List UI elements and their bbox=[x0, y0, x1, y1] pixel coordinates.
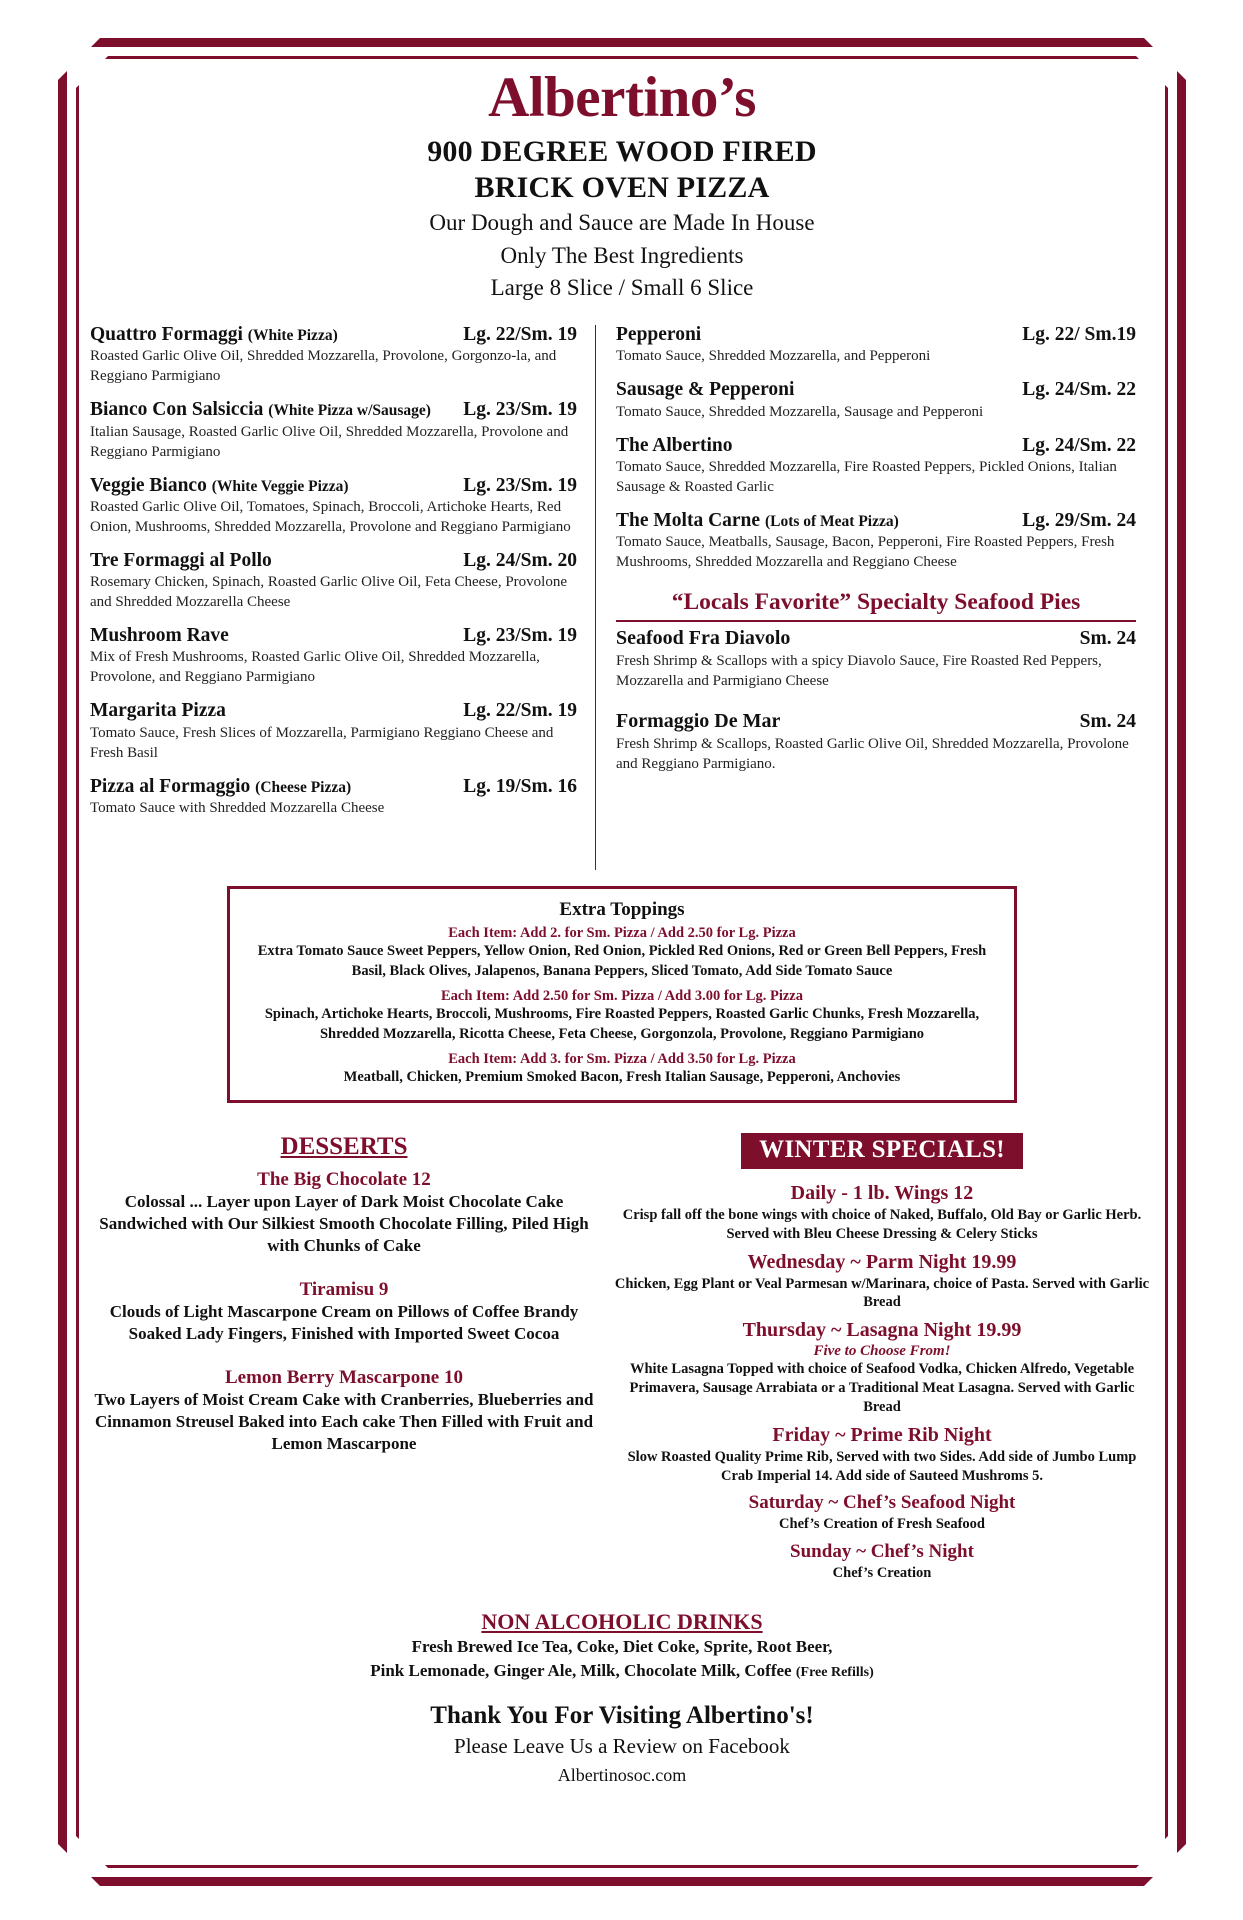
menu-item bbox=[90, 624, 577, 688]
toppings-item-list: Spinach, Artichoke Hearts, Broccoli, Mushrooms, Fire Roasted Peppers, Roasted Garlic Chunks, Fresh Mozzarella, Shredded Mozzarella, Ricotta Cheese, Feta Cheese, Gorgonzola, Provolone, Reggiano Parmigiano bbox=[264, 1006, 980, 1042]
menu-item-price: Lg. 24/Sm. 22 bbox=[1022, 379, 1136, 401]
menu-item-price: Sm. 24 bbox=[1079, 628, 1136, 650]
menu-item-name: Formaggio De Mar bbox=[616, 710, 781, 733]
dessert-description: Two Layers of Moist Cream Cake with Cranberries, Blueberries and Cinnamon Streusel Baked into Each cake Then Filled with Fruit and Lemon Mascarpone bbox=[94, 1390, 594, 1454]
thank-you-text: Thank You For Visiting Albertino's! bbox=[430, 1701, 814, 1729]
menu-item-description: Tomato Sauce with Shredded Mozzarella Cheese bbox=[90, 799, 385, 816]
special-description: Chicken, Egg Plant or Veal Parmesan w/Marinara, choice of Pasta. Served with Garlic Bread bbox=[614, 1275, 1150, 1311]
menu-item bbox=[616, 378, 1136, 422]
menu-item-price: Lg. 23/Sm. 19 bbox=[463, 474, 577, 496]
menu-item-price: Lg. 24/Sm. 22 bbox=[1022, 434, 1136, 456]
restaurant-name: Albertino’s bbox=[488, 66, 756, 129]
menu-item bbox=[90, 474, 577, 538]
drinks-section bbox=[90, 1609, 1154, 1684]
menu-item bbox=[616, 626, 1136, 691]
toppings-item-list: Extra Tomato Sauce Sweet Peppers, Yellow Onion, Red Onion, Pickled Red Onions, Red or Green Bell Peppers, Fresh Basil, Black Olives, Jalapenos, Banana Peppers, Sliced Tomato, Add Side Tomato Sauce bbox=[257, 943, 987, 979]
menu-item-description: Fresh Shrimp & Scallops with a spicy Diavolo Sauce, Fire Roasted Red Peppers, Mozzarella and Parmigiano Cheese bbox=[616, 652, 1102, 689]
menu-item-description: Tomato Sauce, Fresh Slices of Mozzarella, Parmigiano Reggiano Cheese and Fresh Basil bbox=[90, 724, 554, 761]
dessert-name: The Big Chocolate 12 bbox=[257, 1168, 431, 1190]
dessert-name: Tiramisu 9 bbox=[299, 1279, 389, 1301]
pizza-column-right bbox=[596, 323, 1136, 870]
special-item bbox=[610, 1540, 1154, 1583]
menu-item-name: Tre Formaggi al Pollo bbox=[90, 549, 272, 571]
menu-item-qualifier: (Lots of Meat Pizza) bbox=[764, 512, 899, 530]
menu-item-qualifier: (White Pizza) bbox=[247, 327, 338, 344]
special-name: Saturday ~ Chef’s Seafood Night bbox=[748, 1492, 1016, 1514]
menu-item-description: Tomato Sauce, Shredded Mozzarella, and Pepperoni bbox=[616, 348, 931, 365]
menu-item-name: Margarita Pizza bbox=[90, 700, 226, 722]
menu-item-name: Pepperoni bbox=[616, 324, 702, 345]
menu-item-name: Pizza al Formaggio bbox=[90, 775, 251, 797]
header-tagline-2: Only The Best Ingredients bbox=[500, 242, 744, 268]
menu-item-description: Rosemary Chicken, Spinach, Roasted Garlic Olive Oil, Feta Cheese, Provolone and Shredded Mozzarella Cheese bbox=[90, 574, 567, 611]
drinks-line-1: Fresh Brewed Ice Tea, Coke, Diet Coke, Sprite, Root Beer, bbox=[411, 1636, 833, 1656]
special-description: Chef’s Creation bbox=[832, 1564, 932, 1581]
menu-item-description: Italian Sausage, Roasted Garlic Olive Oil, Shredded Mozzarella, Provolone and Reggiano Parmigiano bbox=[90, 423, 569, 460]
menu-item-qualifier: (White Pizza w/Sausage) bbox=[268, 402, 431, 420]
menu-item-description: Tomato Sauce, Meatballs, Sausage, Bacon, Pepperoni, Fire Roasted Peppers, Fresh Mushrooms, Shredded Mozzarella and Reggiano Cheese bbox=[616, 534, 1115, 571]
dessert-name: Lemon Berry Mascarpone 10 bbox=[225, 1367, 463, 1389]
menu-item-description: Tomato Sauce, Shredded Mozzarella, Fire Roasted Peppers, Pickled Onions, Italian Sausage & Roasted Garlic bbox=[616, 459, 1117, 495]
desserts-title: DESSERTS bbox=[280, 1132, 408, 1160]
menu-item bbox=[616, 509, 1136, 573]
menu-item-description: Roasted Garlic Olive Oil, Tomatoes, Spinach, Broccoli, Artichoke Hearts, Red Onion, Mushrooms, Shredded Mozzarella, Provolone and Reggiano Parmigiano bbox=[90, 498, 571, 535]
winter-specials-section bbox=[610, 1133, 1154, 1583]
menu-item bbox=[616, 709, 1136, 774]
menu-item-price: Sm. 24 bbox=[1079, 711, 1136, 733]
menu-item-price: Lg. 23/Sm. 19 bbox=[463, 625, 577, 647]
menu-item-price: Lg. 29/Sm. 24 bbox=[1022, 509, 1136, 531]
winter-specials-banner: WINTER SPECIALS! bbox=[741, 1133, 1023, 1169]
lower-sections bbox=[90, 1133, 1154, 1583]
drinks-refills-note: (Free Refills) bbox=[795, 1665, 874, 1681]
seafood-section bbox=[616, 626, 1136, 775]
special-name: Thursday ~ Lasagna Night 19.99 bbox=[742, 1319, 1022, 1342]
special-name: Friday ~ Prime Rib Night bbox=[772, 1423, 992, 1446]
menu-item bbox=[616, 434, 1136, 498]
special-name: Daily - 1 lb. Wings 12 bbox=[790, 1181, 974, 1204]
menu-item-price: Lg. 22/ Sm.19 bbox=[1022, 324, 1136, 345]
menu-footer bbox=[90, 1702, 1154, 1786]
extra-toppings-box bbox=[227, 886, 1017, 1103]
dessert-item bbox=[90, 1367, 598, 1455]
special-subtitle: Five to Choose From! bbox=[813, 1343, 951, 1360]
website-text: Albertinosoc.com bbox=[557, 1764, 687, 1785]
menu-item-price: Lg. 24/Sm. 20 bbox=[463, 549, 577, 571]
menu-item-name: The Albertino bbox=[616, 434, 733, 456]
menu-item bbox=[90, 323, 577, 387]
menu-item bbox=[90, 398, 577, 462]
special-description: White Lasagna Topped with choice of Seafood Vodka, Chicken Alfredo, Vegetable Primavera, Sausage Arrabiata or a Traditional Meat Lasagna. Served with Garlic Bread bbox=[629, 1361, 1135, 1415]
special-description: Chef’s Creation of Fresh Seafood bbox=[779, 1516, 985, 1533]
menu-item-name: Sausage & Pepperoni bbox=[616, 379, 795, 401]
special-description: Slow Roasted Quality Prime Rib, Served with two Sides. Add side of Jumbo Lump Crab Imperial 14. Add side of Sauteed Mushroms 5. bbox=[627, 1448, 1137, 1484]
menu-item-name: Veggie Bianco bbox=[90, 474, 207, 496]
menu-item-price: Lg. 19/Sm. 16 bbox=[463, 775, 577, 797]
menu-item-qualifier: (Cheese Pizza) bbox=[255, 778, 352, 796]
dessert-description: Colossal ... Layer upon Layer of Dark Moist Chocolate Cake Sandwiched with Our Silkiest Smooth Chocolate Filling, Piled High with Chunks of Cake bbox=[99, 1191, 589, 1255]
extra-toppings-title: Extra Toppings bbox=[559, 899, 685, 920]
menu-item-description: Roasted Garlic Olive Oil, Shredded Mozzarella, Provolone, Gorgonzo-la, and Reggiano Parmigiano bbox=[90, 348, 557, 385]
drinks-line-2 bbox=[90, 1659, 1154, 1684]
toppings-price-line: Each Item: Add 2.50 for Sm. Pizza / Add 3.00 for Lg. Pizza bbox=[441, 988, 803, 1005]
menu-header bbox=[90, 68, 1154, 305]
header-subtitle-line1: 900 DEGREE WOOD FIRED bbox=[427, 134, 817, 168]
menu-item-name: Mushroom Rave bbox=[90, 625, 229, 647]
toppings-price-line: Each Item: Add 3. for Sm. Pizza / Add 3.50 for Lg. Pizza bbox=[448, 1051, 796, 1068]
menu-item bbox=[90, 699, 577, 763]
header-tagline-3: Large 8 Slice / Small 6 Slice bbox=[490, 275, 754, 301]
menu-item-price: Lg. 22/Sm. 19 bbox=[463, 700, 577, 722]
menu-item-description: Fresh Shrimp & Scallops, Roasted Garlic Olive Oil, Shredded Mozzarella, Provolone and Reggiano Parmigiano. bbox=[616, 735, 1129, 772]
special-item bbox=[610, 1491, 1154, 1534]
menu-item-description: Tomato Sauce, Shredded Mozzarella, Sausage and Pepperoni bbox=[616, 403, 984, 420]
special-item bbox=[610, 1181, 1154, 1244]
seafood-section-title: “Locals Favorite” Specialty Seafood Pies bbox=[616, 589, 1136, 622]
pizza-columns bbox=[90, 323, 1154, 870]
menu-item bbox=[90, 549, 577, 613]
toppings-price-line: Each Item: Add 2. for Sm. Pizza / Add 2.50 for Lg. Pizza bbox=[448, 925, 796, 941]
special-description: Crisp fall off the bone wings with choice of Naked, Buffalo, Old Bay or Garlic Herb. Served with Bleu Cheese Dressing & Celery Sticks bbox=[622, 1206, 1142, 1242]
special-item bbox=[610, 1318, 1154, 1417]
menu-item-name: Bianco Con Salsiccia bbox=[90, 399, 264, 421]
dessert-description: Clouds of Light Mascarpone Cream on Pillows of Coffee Brandy Soaked Lady Fingers, Finished with Imported Sweet Cocoa bbox=[109, 1302, 579, 1344]
pizza-column-left bbox=[90, 323, 595, 870]
menu-item-name: Quattro Formaggi bbox=[90, 324, 243, 345]
drinks-line-2-text: Pink Lemonade, Ginger Ale, Milk, Chocolate Milk, Coffee bbox=[370, 1661, 792, 1681]
menu-item-name: The Molta Carne bbox=[616, 509, 761, 531]
menu-item bbox=[616, 323, 1136, 367]
drinks-title: NON ALCOHOLIC DRINKS bbox=[481, 1608, 763, 1634]
dessert-item bbox=[90, 1279, 598, 1345]
special-item bbox=[610, 1423, 1154, 1486]
desserts-section bbox=[90, 1133, 610, 1583]
menu-item-description: Mix of Fresh Mushrooms, Roasted Garlic Olive Oil, Shredded Mozzarella, Provolone, and Reggiano Parmigiano bbox=[90, 649, 540, 686]
header-subtitle-line2: BRICK OVEN PIZZA bbox=[474, 171, 770, 205]
special-name: Sunday ~ Chef’s Night bbox=[790, 1541, 974, 1562]
review-request-text: Please Leave Us a Review on Facebook bbox=[454, 1733, 790, 1758]
menu-item-qualifier: (White Veggie Pizza) bbox=[211, 477, 349, 495]
special-name: Wednesday ~ Parm Night 19.99 bbox=[747, 1250, 1017, 1273]
menu-item-price: Lg. 22/Sm. 19 bbox=[463, 324, 577, 345]
dessert-item bbox=[90, 1169, 598, 1257]
menu-item bbox=[90, 775, 577, 819]
menu-item-price: Lg. 23/Sm. 19 bbox=[463, 399, 577, 421]
menu-item-name: Seafood Fra Diavolo bbox=[616, 627, 791, 650]
header-tagline-1: Our Dough and Sauce are Made In House bbox=[429, 210, 815, 236]
toppings-item-list: Meatball, Chicken, Premium Smoked Bacon, Fresh Italian Sausage, Pepperoni, Anchovies bbox=[343, 1069, 901, 1086]
special-item bbox=[610, 1250, 1154, 1313]
menu-content bbox=[90, 62, 1154, 1786]
